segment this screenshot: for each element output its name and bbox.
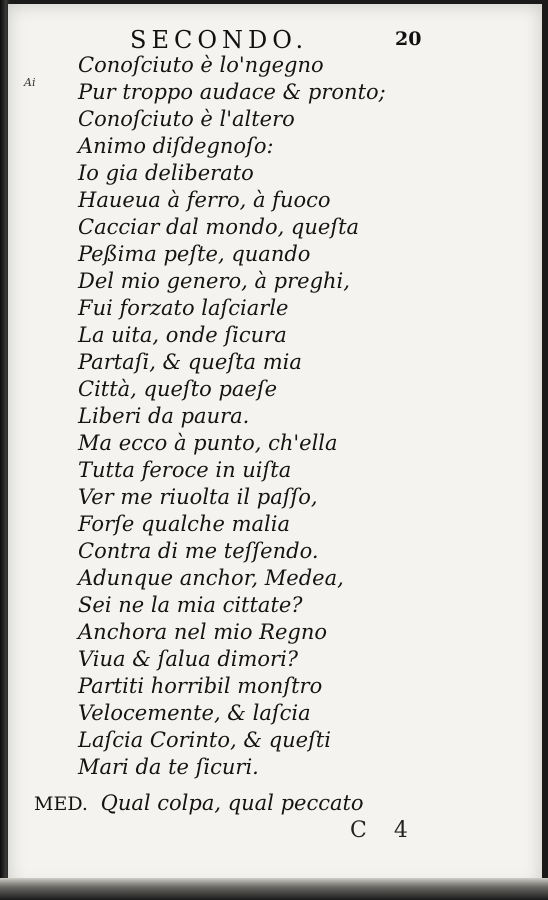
verse-line: Ver me riuolta il paſſo, <box>78 485 318 509</box>
speaker-label: MED. <box>34 793 88 815</box>
verse-line: Mari da te ſicuri. <box>78 755 259 779</box>
verse-line: Conoſciuto è l'altero <box>78 107 295 131</box>
verse-line: Forſe qualche malia <box>78 512 290 536</box>
verse-line: Contra di me teſſendo. <box>78 539 319 563</box>
verse-line: Conoſciuto è lo'ngegno <box>78 53 324 77</box>
verse-line: Animo diſdegnoſo: <box>78 134 274 158</box>
verse-line: Pur troppo audace & pronto; <box>78 80 386 104</box>
verse-line: Tutta feroce in uiſta <box>78 458 292 482</box>
verse-line: Anchora nel mio Regno <box>78 620 327 644</box>
verse-line: Velocemente, & laſcia <box>78 701 311 725</box>
verse-line: La uita, onde ſicura <box>78 323 287 347</box>
verse-line: Cacciar dal mondo, queſta <box>78 215 360 239</box>
verse-line: Peßima peſte, quando <box>78 242 311 266</box>
verse-line: Del mio genero, à preghi, <box>78 269 350 293</box>
verse-block <box>78 52 386 781</box>
page-bottom-edge-shadow <box>0 878 548 900</box>
verse-line: Liberi da paura. <box>78 404 250 428</box>
verse-line: Ma ecco à punto, ch'ella <box>78 431 338 455</box>
page-number: 20 <box>395 28 422 50</box>
speech-row <box>34 790 364 817</box>
verse-line: Viua & ſalua dimori? <box>78 647 299 671</box>
verse-line: Partaſi, & queſta mia <box>78 350 302 374</box>
verse-line: Haueua à ferro, à fuoco <box>78 188 331 212</box>
signature-mark: C 4 <box>350 818 418 843</box>
verse-line: Partiti horribil monſtro <box>78 674 323 698</box>
verse-line: Io gia deliberato <box>78 161 254 185</box>
margin-mark: Ai <box>24 76 36 89</box>
verse-line: Laſcia Corinto, & queſti <box>78 728 332 752</box>
running-header: SECONDO. <box>130 26 309 54</box>
verse-line: Sei ne la mia cittate? <box>78 593 303 617</box>
verse-line: Città, queſto paeſe <box>78 377 278 401</box>
verse-line: Fui forzato laſciarle <box>78 296 289 320</box>
speech-line: Qual colpa, qual peccato <box>100 791 364 815</box>
verse-line: Adunque anchor, Medea, <box>78 566 344 590</box>
